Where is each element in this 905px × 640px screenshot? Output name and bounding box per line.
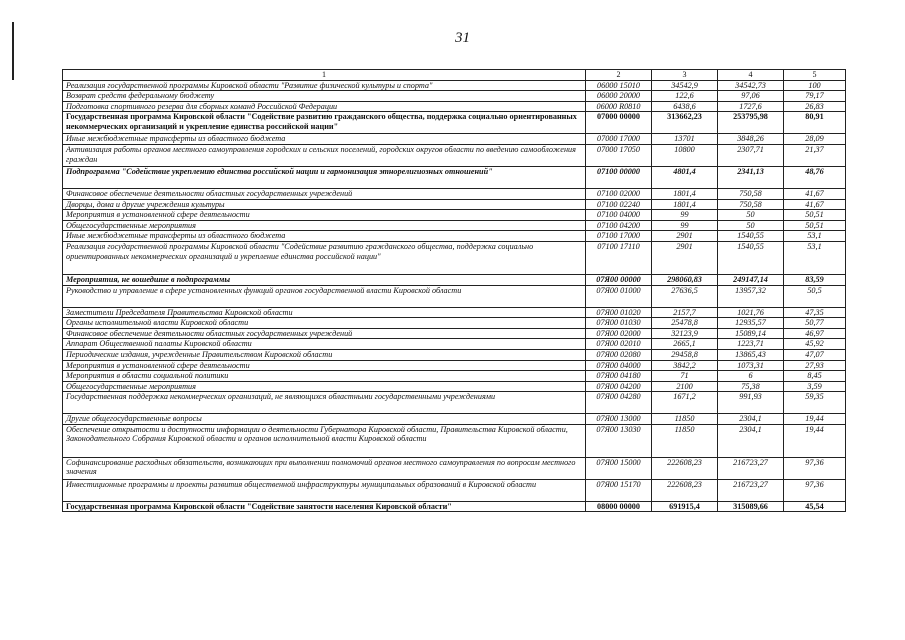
row-name-cell: Периодические издания, учрежденные Правительством Кировской области (63, 349, 586, 360)
row-percent-cell: 47,07 (784, 349, 846, 360)
row-code-cell: 06000 R0810 (586, 101, 652, 112)
row-percent-cell: 8,45 (784, 371, 846, 382)
row-name-cell: Дворцы, дома и другие учреждения культуры (63, 199, 586, 210)
row-percent-cell: 3,59 (784, 381, 846, 392)
row-percent-cell: 21,37 (784, 144, 846, 166)
row-code-cell: 07Я00 04200 (586, 381, 652, 392)
table-row (63, 112, 846, 134)
row-fact-cell: 1540,55 (718, 231, 784, 242)
table-row (63, 328, 846, 339)
row-code-cell: 07Я00 13000 (586, 414, 652, 425)
row-plan-cell: 313662,23 (652, 112, 718, 134)
row-fact-cell: 1073,31 (718, 360, 784, 371)
row-plan-cell: 222608,23 (652, 479, 718, 501)
row-percent-cell: 53,1 (784, 231, 846, 242)
row-code-cell: 07Я00 15000 (586, 457, 652, 479)
table-row (63, 188, 846, 199)
row-plan-cell: 2100 (652, 381, 718, 392)
row-code-cell: 07000 17000 (586, 134, 652, 145)
table-row (63, 199, 846, 210)
row-fact-cell: 50 (718, 220, 784, 231)
table-row (63, 424, 846, 457)
row-code-cell: 07Я00 15170 (586, 479, 652, 501)
row-fact-cell: 253795,98 (718, 112, 784, 134)
row-name-cell: Финансовое обеспечение деятельности областных государственных учреждений (63, 328, 586, 339)
row-plan-cell: 2157,7 (652, 307, 718, 318)
row-fact-cell: 2304,1 (718, 424, 784, 457)
row-name-cell: Руководство и управление в сфере установленных функций органов государственной власти Кировской области (63, 285, 586, 307)
row-name-cell: Общегосударственные мероприятия (63, 381, 586, 392)
row-name-cell: Органы исполнительной власти Кировской области (63, 318, 586, 329)
row-plan-cell: 99 (652, 210, 718, 221)
row-plan-cell: 29458,8 (652, 349, 718, 360)
row-percent-cell: 50,77 (784, 318, 846, 329)
row-percent-cell: 50,51 (784, 220, 846, 231)
header-col-4: 4 (718, 70, 784, 81)
row-name-cell: Активизация работы органов местного самоуправления городских и сельских поселений, городских округов области по введению самообложения граждан (63, 144, 586, 166)
row-percent-cell: 50,51 (784, 210, 846, 221)
row-code-cell: 07Я00 04000 (586, 360, 652, 371)
row-percent-cell: 41,67 (784, 188, 846, 199)
table-row (63, 134, 846, 145)
row-percent-cell: 46,97 (784, 328, 846, 339)
row-name-cell: Реализация государственной программы Кировской области "Содействие развитию гражданского общества, поддержка социально ориентированных некоммерческих организаций и укрепление единства российской нации" (63, 241, 586, 274)
table-row (63, 307, 846, 318)
row-code-cell: 07100 17110 (586, 241, 652, 274)
row-plan-cell: 11850 (652, 414, 718, 425)
table-row (63, 241, 846, 274)
row-name-cell: Инвестиционные программы и проекты развития общественной инфраструктуры муниципальных образований в Кировской области (63, 479, 586, 501)
row-code-cell: 07Я00 01000 (586, 285, 652, 307)
row-fact-cell: 15089,14 (718, 328, 784, 339)
row-percent-cell: 50,5 (784, 285, 846, 307)
row-fact-cell: 75,38 (718, 381, 784, 392)
row-fact-cell: 97,06 (718, 91, 784, 102)
row-plan-cell: 34542,9 (652, 80, 718, 91)
row-code-cell: 07100 02240 (586, 199, 652, 210)
table-row (63, 381, 846, 392)
row-percent-cell: 53,1 (784, 241, 846, 274)
binding-margin-line (12, 22, 14, 80)
table-row (63, 101, 846, 112)
row-percent-cell: 59,35 (784, 392, 846, 414)
table-row (63, 392, 846, 414)
row-plan-cell: 2901 (652, 241, 718, 274)
row-plan-cell: 691915,4 (652, 501, 718, 512)
row-name-cell: Подпрограмма "Содействие укреплению единства российской нации и гармонизация этнорелигиозных отношений" (63, 166, 586, 188)
row-fact-cell: 216723,27 (718, 457, 784, 479)
header-col-2: 2 (586, 70, 652, 81)
table-row (63, 414, 846, 425)
row-plan-cell: 2901 (652, 231, 718, 242)
table-header-row (63, 70, 846, 81)
row-code-cell: 07000 17050 (586, 144, 652, 166)
row-percent-cell: 83,59 (784, 274, 846, 285)
row-code-cell: 07Я00 04280 (586, 392, 652, 414)
row-plan-cell: 6438,6 (652, 101, 718, 112)
row-plan-cell: 222608,23 (652, 457, 718, 479)
row-percent-cell: 45,54 (784, 501, 846, 512)
row-percent-cell: 97,36 (784, 479, 846, 501)
row-code-cell: 07Я00 13030 (586, 424, 652, 457)
row-plan-cell: 13701 (652, 134, 718, 145)
row-percent-cell: 79,17 (784, 91, 846, 102)
table-row (63, 371, 846, 382)
row-name-cell: Заместители Председателя Правительства Кировской области (63, 307, 586, 318)
row-plan-cell: 122,6 (652, 91, 718, 102)
row-fact-cell: 1727,6 (718, 101, 784, 112)
table-row (63, 360, 846, 371)
page-number: 31 (455, 30, 470, 46)
row-plan-cell: 1671,2 (652, 392, 718, 414)
row-plan-cell: 27636,5 (652, 285, 718, 307)
row-fact-cell: 6 (718, 371, 784, 382)
row-fact-cell: 50 (718, 210, 784, 221)
row-name-cell: Другие общегосударственные вопросы (63, 414, 586, 425)
table-row (63, 339, 846, 350)
row-code-cell: 07Я00 01030 (586, 318, 652, 329)
row-name-cell: Государственная программа Кировской области "Содействие развитию гражданского общества, поддержка социально ориентированных некоммерческих организаций и укрепление единства российской нации" (63, 112, 586, 134)
row-code-cell: 06000 20000 (586, 91, 652, 102)
table-row (63, 91, 846, 102)
table-row (63, 220, 846, 231)
header-col-1: 1 (63, 70, 586, 81)
row-percent-cell: 48,76 (784, 166, 846, 188)
row-plan-cell: 298060,83 (652, 274, 718, 285)
table-row (63, 479, 846, 501)
row-code-cell: 07Я00 04180 (586, 371, 652, 382)
row-percent-cell: 26,83 (784, 101, 846, 112)
row-code-cell: 07100 00000 (586, 166, 652, 188)
table-body (63, 80, 846, 512)
table-row (63, 285, 846, 307)
row-fact-cell: 1223,71 (718, 339, 784, 350)
table-row (63, 501, 846, 512)
table-row (63, 457, 846, 479)
row-code-cell: 07Я00 00000 (586, 274, 652, 285)
row-fact-cell: 249147,14 (718, 274, 784, 285)
table-row (63, 166, 846, 188)
row-code-cell: 08000 00000 (586, 501, 652, 512)
row-plan-cell: 11850 (652, 424, 718, 457)
row-fact-cell: 216723,27 (718, 479, 784, 501)
row-code-cell: 07Я00 02010 (586, 339, 652, 350)
row-plan-cell: 71 (652, 371, 718, 382)
table-row (63, 274, 846, 285)
table-row (63, 144, 846, 166)
row-fact-cell: 13865,43 (718, 349, 784, 360)
row-plan-cell: 4801,4 (652, 166, 718, 188)
row-percent-cell: 19,44 (784, 414, 846, 425)
row-percent-cell: 100 (784, 80, 846, 91)
row-name-cell: Государственная программа Кировской области "Содействие занятости населения Кировской области" (63, 501, 586, 512)
row-fact-cell: 3848,26 (718, 134, 784, 145)
row-fact-cell: 2341,13 (718, 166, 784, 188)
row-name-cell: Аппарат Общественной палаты Кировской области (63, 339, 586, 350)
row-fact-cell: 34542,73 (718, 80, 784, 91)
row-code-cell: 07100 04200 (586, 220, 652, 231)
row-code-cell: 07Я00 01020 (586, 307, 652, 318)
row-name-cell: Общегосударственные мероприятия (63, 220, 586, 231)
row-code-cell: 07Я00 02000 (586, 328, 652, 339)
row-name-cell: Возврат средств федеральному бюджету (63, 91, 586, 102)
row-plan-cell: 10800 (652, 144, 718, 166)
row-fact-cell: 2307,71 (718, 144, 784, 166)
row-percent-cell: 47,35 (784, 307, 846, 318)
row-fact-cell: 13957,32 (718, 285, 784, 307)
row-percent-cell: 27,93 (784, 360, 846, 371)
row-fact-cell: 315089,66 (718, 501, 784, 512)
row-name-cell: Мероприятия в установленной сфере деятельности (63, 210, 586, 221)
row-fact-cell: 2304,1 (718, 414, 784, 425)
row-plan-cell: 3842,2 (652, 360, 718, 371)
row-name-cell: Финансовое обеспечение деятельности областных государственных учреждений (63, 188, 586, 199)
row-percent-cell: 19,44 (784, 424, 846, 457)
header-col-5: 5 (784, 70, 846, 81)
row-code-cell: 07100 04000 (586, 210, 652, 221)
row-code-cell: 07100 17000 (586, 231, 652, 242)
table-row (63, 210, 846, 221)
row-percent-cell: 97,36 (784, 457, 846, 479)
table-row (63, 318, 846, 329)
row-plan-cell: 1801,4 (652, 199, 718, 210)
row-name-cell: Мероприятия в области социальной политики (63, 371, 586, 382)
row-plan-cell: 99 (652, 220, 718, 231)
row-percent-cell: 45,92 (784, 339, 846, 350)
header-col-3: 3 (652, 70, 718, 81)
row-plan-cell: 2665,1 (652, 339, 718, 350)
row-fact-cell: 991,93 (718, 392, 784, 414)
row-plan-cell: 25478,8 (652, 318, 718, 329)
row-fact-cell: 1021,76 (718, 307, 784, 318)
row-code-cell: 07Я00 02080 (586, 349, 652, 360)
row-name-cell: Иные межбюджетные трансферты из областного бюджета (63, 231, 586, 242)
row-code-cell: 06000 15010 (586, 80, 652, 91)
row-percent-cell: 80,91 (784, 112, 846, 134)
row-name-cell: Иные межбюджетные трансферты из областного бюджета (63, 134, 586, 145)
row-percent-cell: 41,67 (784, 199, 846, 210)
row-percent-cell: 28,09 (784, 134, 846, 145)
row-name-cell: Мероприятия в установленной сфере деятельности (63, 360, 586, 371)
row-name-cell: Государственная поддержка некоммерческих организаций, не являющихся областными государственными учреждениями (63, 392, 586, 414)
row-name-cell: Обеспечение открытости и доступности информации о деятельности Губернатора Кировской области, Правительства Кировской области, Законодательного Собрания Кировской области и органов исполнительной власти Кировской области (63, 424, 586, 457)
row-fact-cell: 750,58 (718, 199, 784, 210)
row-code-cell: 07000 00000 (586, 112, 652, 134)
table-row (63, 231, 846, 242)
row-fact-cell: 750,58 (718, 188, 784, 199)
row-fact-cell: 12935,57 (718, 318, 784, 329)
row-name-cell: Мероприятия, не вошедшие в подпрограммы (63, 274, 586, 285)
row-plan-cell: 1801,4 (652, 188, 718, 199)
row-fact-cell: 1540,55 (718, 241, 784, 274)
row-plan-cell: 32123,9 (652, 328, 718, 339)
table-row (63, 349, 846, 360)
budget-table (62, 69, 846, 512)
row-name-cell: Реализация государственной программы Кировской области "Развитие физической культуры и спорта" (63, 80, 586, 91)
row-code-cell: 07100 02000 (586, 188, 652, 199)
table-row (63, 80, 846, 91)
row-name-cell: Подготовка спортивного резерва для сборных команд Российской Федерации (63, 101, 586, 112)
row-name-cell: Софинансирование расходных обязательств, возникающих при выполнении полномочий органов местного самоуправления по вопросам местного значения (63, 457, 586, 479)
